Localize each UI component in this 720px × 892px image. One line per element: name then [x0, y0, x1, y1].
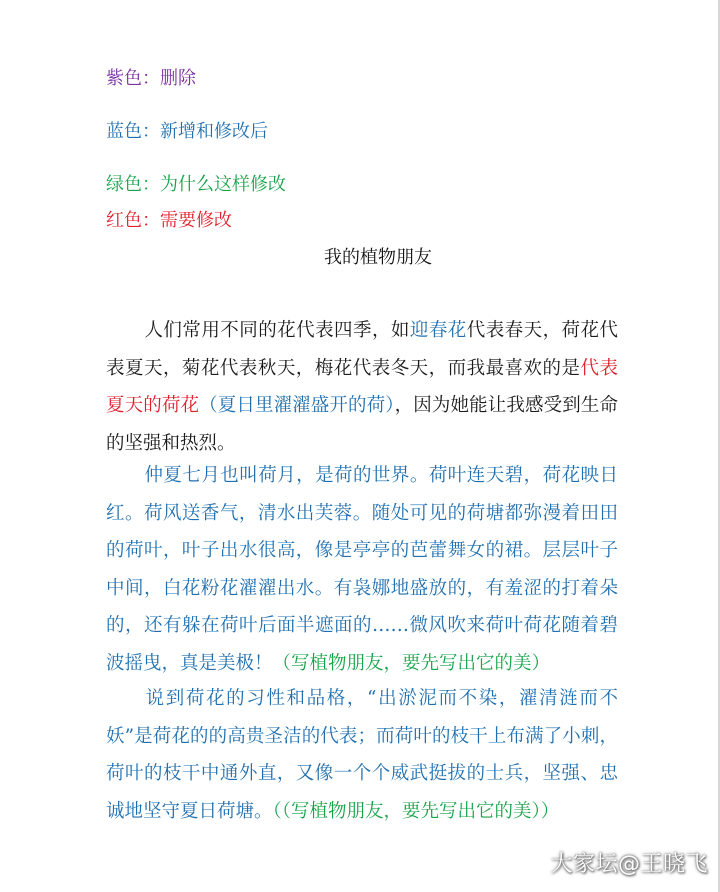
- paragraph-3: [106, 680, 618, 830]
- p1-blue-insert: 迎春花: [409, 320, 467, 341]
- legend-green: 绿色：为什么这样修改: [106, 174, 286, 195]
- p2-blue-text: 仲夏七月也叫荷月，是荷的世界。荷叶连天碧，荷花映日红。荷风送香气，清水出芙蓉。随处可见的荷塘都弥漫着田田的荷叶，叶子出水很高，像是亭亭的芭蕾舞女的裙。层层叶子中间，白花粉花濯濯出水。有袅娜地盛放的，有羞涩的打着朵的，还有躲在荷叶后面半遮面的……微风吹来荷叶荷花随着碧波摇曳，真是美极！: [106, 465, 618, 674]
- p1-text-a: 人们常用不同的花代表四季，如: [144, 320, 410, 341]
- p3-green-comment: （（写植物朋友，要先写出它的美））: [272, 800, 560, 822]
- document-title: 我的植物朋友: [324, 247, 432, 268]
- legend-blue: 蓝色：新增和修改后: [106, 121, 268, 142]
- p3-blue-text: 说到荷花的习性和品格，“出淤泥而不染，濯清涟而不妖”是荷花的的高贵圣洁的代表；而荷叶的枝干上布满了小刺，荷叶的枝干中通外直，又像一个个威武挺拔的士兵，坚强、忠诚地坚守夏日荷塘。: [106, 688, 618, 822]
- legend-purple: 紫色：删除: [106, 68, 196, 89]
- paragraph-1: [106, 312, 618, 462]
- paragraph-2: [106, 457, 618, 682]
- p1-blue-note: （夏日里濯濯盛开的荷）: [199, 395, 395, 416]
- p1-text-c: 代表春天，荷花代表夏天，菊花代表秋天，梅花代表冬天，而我最喜欢的是: [106, 320, 618, 379]
- watermark: 大家坛@王晓飞: [550, 852, 708, 877]
- p1-text-f: ，因为她能让我感受到生命的坚强和热烈。: [106, 395, 618, 454]
- p2-green-comment: （写植物朋友，要先写出它的美）: [272, 652, 551, 674]
- legend-red: 红色：需要修改: [106, 210, 232, 231]
- p1-red-highlight: 代表夏天的荷花: [106, 357, 618, 416]
